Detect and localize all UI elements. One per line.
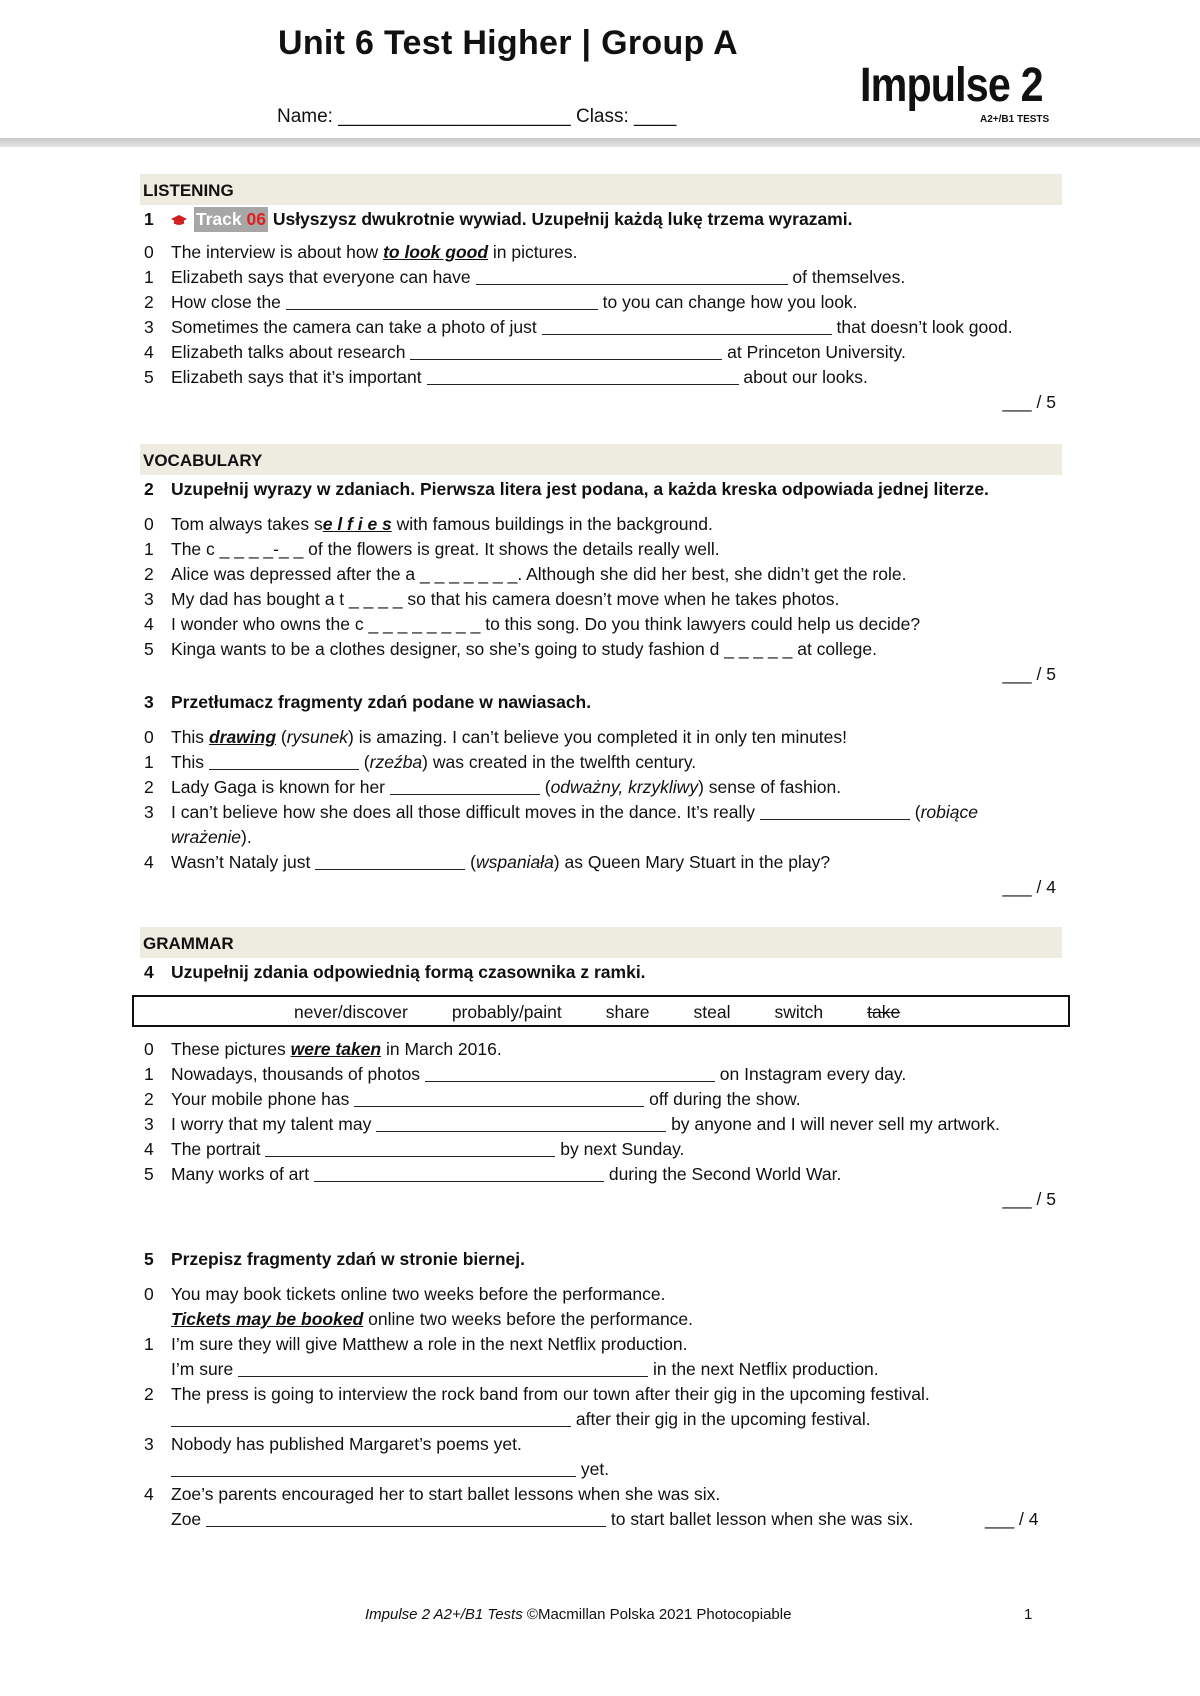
answer-gap[interactable] bbox=[354, 1089, 644, 1107]
ex2-instruction-row: 2 Uzupełnij wyrazy w zdaniach. Pierwsza litera jest podana, a każda kreska odpowiada jednej literze. bbox=[144, 479, 989, 499]
list-item: 0 You may book tickets online two weeks before the performance. bbox=[144, 1284, 666, 1304]
score-box: ___ / 5 bbox=[1002, 1189, 1056, 1209]
answer-gap[interactable] bbox=[171, 1459, 576, 1477]
list-item: 3 Sometimes the camera can take a photo of just that doesn’t look good. bbox=[144, 317, 1013, 337]
list-item-answer-line: Zoe to start ballet lesson when she was six. ___ / 4 bbox=[140, 1507, 1062, 1532]
graduation-cap-icon bbox=[171, 208, 189, 233]
ex5-instruction-row: 5 Przepisz fragmenty zdań w stronie biernej. bbox=[144, 1249, 525, 1269]
word-box-item: switch bbox=[774, 1002, 824, 1022]
list-item: 4 Wasn’t Nataly just (wspaniała) as Queen Mary Stuart in the play? bbox=[144, 852, 831, 872]
answer-gap[interactable] bbox=[314, 1164, 604, 1182]
list-item: 2 The press is going to interview the rock band from our town after their gig in the upcoming festival. bbox=[144, 1384, 930, 1404]
list-item: 3 I can’t believe how she does all those difficult moves in the dance. It’s really (robiące wrażenie). bbox=[144, 802, 978, 847]
word-box-item-used: take bbox=[867, 1002, 901, 1022]
score-box: ___ / 4 bbox=[985, 1509, 1039, 1529]
word-box-item: never/discover bbox=[294, 1002, 408, 1022]
list-item-answer-line: I’m sure in the next Netflix production. bbox=[171, 1359, 879, 1379]
list-item: 0 These pictures were taken in March 2016. bbox=[144, 1039, 502, 1059]
vocabulary-heading: VOCABULARY bbox=[140, 444, 1062, 475]
word-box-item: share bbox=[605, 1002, 650, 1022]
list-item: 4 Zoe’s parents encouraged her to start ballet lessons when she was six. bbox=[144, 1484, 721, 1504]
word-box-item: probably/paint bbox=[451, 1002, 562, 1022]
footer-copyright: Impulse 2 A2+/B1 Tests ©Macmillan Polska 2021 Photocopiable bbox=[365, 1606, 792, 1623]
page-title: Unit 6 Test Higher | Group A bbox=[278, 24, 738, 62]
answer-gap[interactable] bbox=[425, 1064, 715, 1082]
ex1-instruction-row: 1 Track 06 Usłyszysz dwukrotnie wywiad. Uzupełnij każdą lukę trzema wyrazami. bbox=[140, 207, 1062, 232]
list-item: 2 Your mobile phone has off during the show. bbox=[144, 1089, 801, 1109]
list-item-answer-line: Tickets may be booked online two weeks before the performance. bbox=[171, 1309, 694, 1329]
list-item: 0 This drawing (rysunek) is amazing. I can’t believe you completed it in only ten minutes! bbox=[144, 727, 848, 747]
list-item: 3 I worry that my talent may by anyone and I will never sell my artwork. bbox=[144, 1114, 1000, 1134]
answer-gap[interactable] bbox=[390, 777, 540, 795]
ex3-instruction-row: 3 Przetłumacz fragmenty zdań podane w nawiasach. bbox=[144, 692, 592, 712]
answer-gap[interactable] bbox=[209, 752, 359, 770]
answer-gap[interactable] bbox=[286, 292, 598, 310]
answer-gap[interactable] bbox=[315, 852, 465, 870]
answer-gap[interactable] bbox=[376, 1114, 666, 1132]
answer-gap[interactable] bbox=[427, 367, 739, 385]
list-item: 3 My dad has bought a t _ _ _ _ so that his camera doesn’t move when he takes photos. bbox=[144, 589, 840, 609]
page-number: 1 bbox=[1024, 1606, 1033, 1623]
word-box bbox=[132, 995, 1070, 1027]
list-item: 5 Many works of art during the Second World War. bbox=[144, 1164, 842, 1184]
ex4-instruction-row: 4 Uzupełnij zdania odpowiednią formą czasownika z ramki. bbox=[144, 962, 646, 982]
answer-gap[interactable] bbox=[171, 1409, 571, 1427]
score-box: ___ / 5 bbox=[1002, 664, 1056, 684]
list-item: 1 I’m sure they will give Matthew a role in the next Netflix production. bbox=[144, 1334, 688, 1354]
list-item: 1 This (rzeźba) was created in the twelfth century. bbox=[144, 752, 697, 772]
answer-gap[interactable] bbox=[476, 267, 788, 285]
test-content bbox=[140, 174, 1062, 1532]
list-item: 5 Elizabeth says that it’s important about our looks. bbox=[144, 367, 868, 387]
list-item: 2 How close the to you can change how you look. bbox=[144, 292, 858, 312]
header-divider bbox=[0, 138, 1200, 147]
answer-gap[interactable] bbox=[206, 1509, 606, 1527]
list-item: 2 Lady Gaga is known for her (odważny, krzykliwy) sense of fashion. bbox=[144, 777, 842, 797]
list-item-answer-line: after their gig in the upcoming festival. bbox=[140, 1407, 1062, 1432]
list-item-answer-line: yet. bbox=[140, 1457, 1062, 1482]
list-item: 0 The interview is about how to look good in pictures. bbox=[144, 242, 578, 262]
list-item: 4 I wonder who owns the c _ _ _ _ _ _ _ _ to this song. Do you think lawyers could help us decide? bbox=[144, 614, 921, 634]
answer-gap[interactable] bbox=[542, 317, 832, 335]
listening-heading: LISTENING bbox=[140, 174, 1062, 205]
logo-subtitle: A2+/B1 TESTS bbox=[980, 114, 1050, 125]
answer-gap[interactable] bbox=[410, 342, 722, 360]
grammar-heading: GRAMMAR bbox=[140, 927, 1062, 958]
track-label[interactable]: Track 06 bbox=[194, 207, 268, 232]
name-class-line: Name: ______________________ Class: ____ bbox=[277, 106, 677, 127]
answer-gap[interactable] bbox=[265, 1139, 555, 1157]
list-item: 5 Kinga wants to be a clothes designer, so she’s going to study fashion d _ _ _ _ _ at college. bbox=[144, 639, 877, 659]
list-item: 4 The portrait by next Sunday. bbox=[144, 1139, 685, 1159]
answer-gap[interactable] bbox=[760, 802, 910, 820]
list-item: 1 Elizabeth says that everyone can have of themselves. bbox=[144, 267, 906, 287]
list-item: 1 The c _ _ _ _-_ _ of the flowers is great. It shows the details really well. bbox=[144, 539, 720, 559]
impulse-logo: Impulse 2 bbox=[860, 59, 1043, 112]
list-item: 2 Alice was depressed after the a _ _ _ _ _ _ _. Although she did her best, she didn’t get the role. bbox=[144, 564, 907, 584]
score-box: ___ / 4 bbox=[1002, 877, 1056, 897]
word-box-item: steal bbox=[693, 1002, 731, 1022]
list-item: 0 Tom always takes se l f i e s with famous buildings in the background. bbox=[144, 514, 713, 534]
list-item: 3 Nobody has published Margaret’s poems yet. bbox=[144, 1434, 522, 1454]
list-item: 1 Nowadays, thousands of photos on Instagram every day. bbox=[144, 1064, 907, 1084]
score-box: ___ / 5 bbox=[1002, 392, 1056, 412]
answer-gap[interactable] bbox=[238, 1359, 648, 1377]
list-item: 4 Elizabeth talks about research at Princeton University. bbox=[144, 342, 906, 362]
